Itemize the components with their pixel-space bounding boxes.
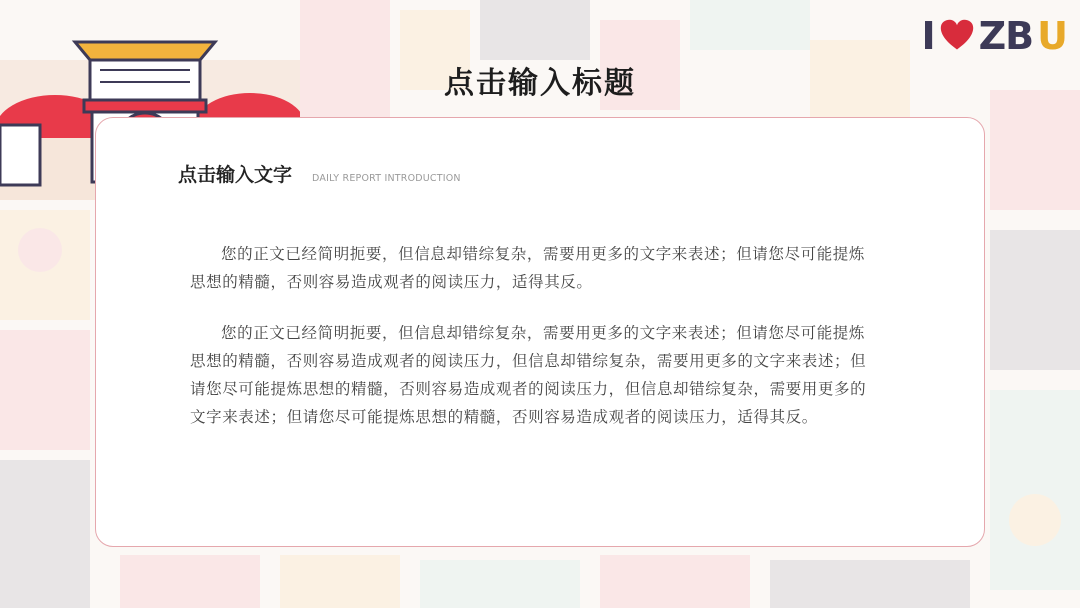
body-paragraph-1[interactable]: 您的正文已经简明扼要，但信息却错综复杂，需要用更多的文字来表述；但请您尽可能提炼思想的精髓，否则容易造成观者的阅读压力，适得其反。 [190, 245, 866, 291]
body-paragraph-2[interactable]: 您的正文已经简明扼要，但信息却错综复杂，需要用更多的文字来表述；但请您尽可能提炼思想的精髓，否则容易造成观者的阅读压力，但信息却错综复杂，需要用更多的文字来表述；但请您尽可能提炼思想的精髓，否则容易造成观者的阅读压力，但信息却错综复杂，需要用更多的文字来表述；但请您尽可能提炼思想的精髓，否则容易造成观者的阅读压力，适得其反。 [190, 324, 867, 426]
card-subtitle[interactable]: 点击输入文字 [178, 164, 293, 186]
heart-icon [939, 18, 975, 54]
logo-accent-letter: U [1037, 14, 1068, 58]
logo-prefix: I [921, 14, 935, 58]
page-title[interactable]: 点击输入标题 [444, 66, 636, 101]
content-card [95, 117, 985, 547]
brand-logo [921, 14, 1068, 58]
logo-main-letters: ZB [978, 14, 1034, 58]
card-subtitle-english: DAILY REPORT INTRODUCTION [312, 173, 461, 184]
card-heading-row [178, 160, 461, 187]
